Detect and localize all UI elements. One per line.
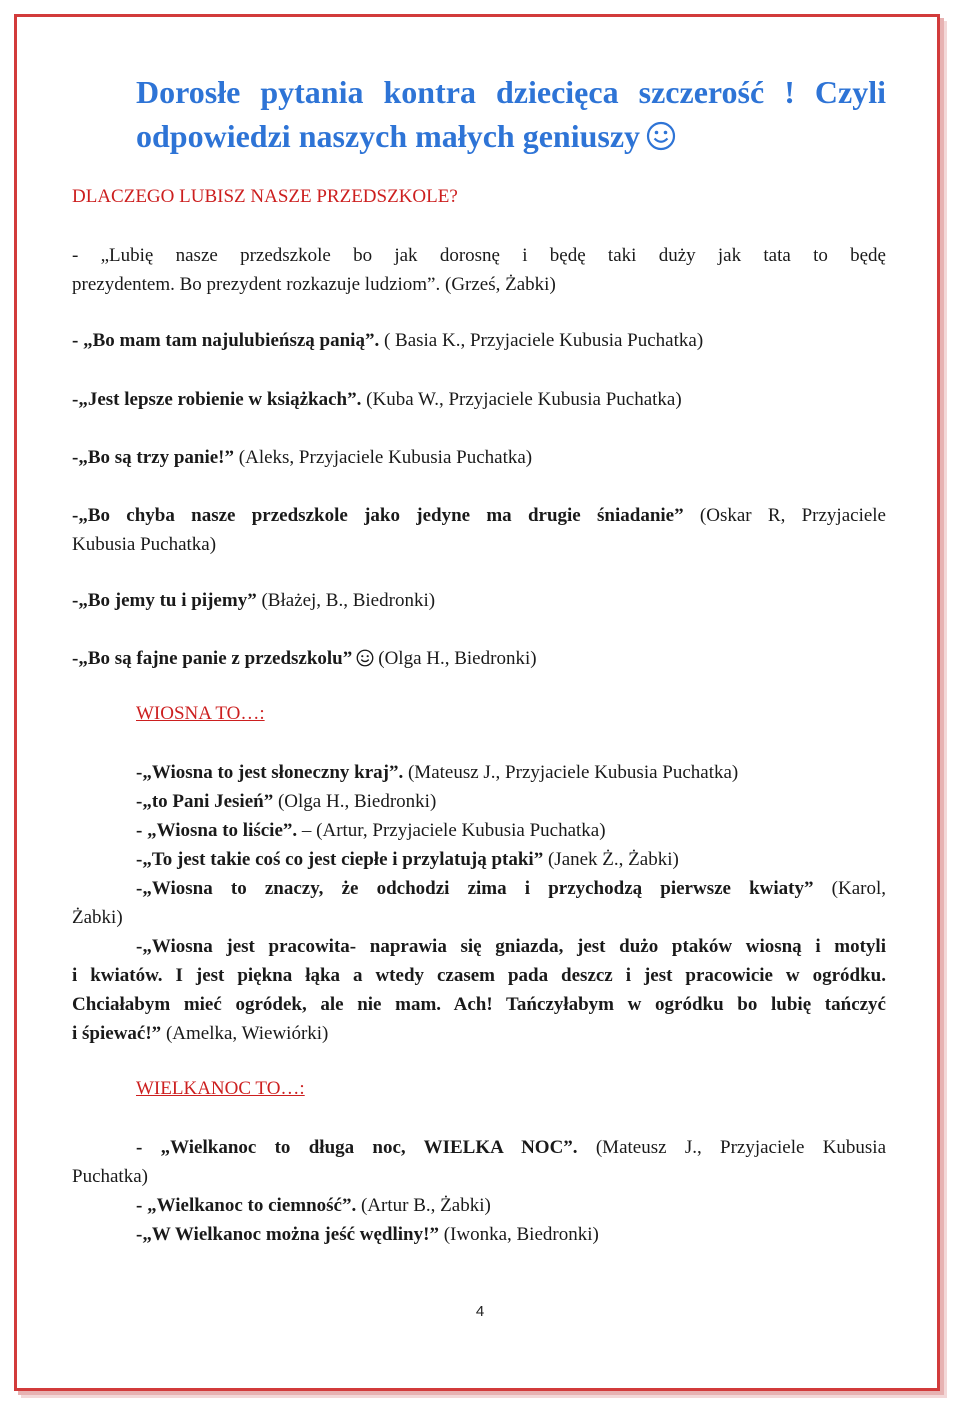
answer-author: ( Basia K., Przyjaciele Kubusia Puchatka) <box>383 330 704 351</box>
answer-author: (Błażej, B., Biedronki) <box>261 590 436 611</box>
answer-item <box>72 587 435 615</box>
answer-item <box>72 386 682 414</box>
title-line-2: odpowiedzi naszych małych geniuszy <box>136 114 886 158</box>
answer-author: (Karol, <box>831 878 887 899</box>
answer-item <box>72 1020 328 1048</box>
title-line-1: Dorosłe pytania kontra dziecięca szczerość ! Czyli <box>136 74 886 110</box>
answer-item <box>136 875 886 903</box>
section-heading-spring: WIOSNA TO…: <box>136 703 265 724</box>
answer-quote: -„Wiosna to znaczy, że odchodzi zima i przychodzą pierwsze kwiaty” <box>136 878 814 899</box>
answer-item <box>72 327 703 355</box>
smiley-icon <box>646 121 676 151</box>
smiley-icon <box>356 649 374 667</box>
answer-item <box>136 1134 886 1162</box>
page-number: 4 <box>475 1303 485 1320</box>
answer-quote: - „Wielkanoc to ciemność”. <box>136 1195 357 1216</box>
answer-quote: -„Bo jemy tu i pijemy” <box>72 590 257 611</box>
answer-item <box>136 1192 491 1220</box>
answer-quote: -„to Pani Jesień” <box>136 791 274 812</box>
answer-author: (Oskar R, Przyjaciele <box>699 505 886 526</box>
answer-author: (Olga H., Biedronki) <box>277 791 437 812</box>
answer-quote: - „Wiosna to liście”. <box>136 820 298 841</box>
answer-item <box>136 759 738 787</box>
answer-author: Puchatka) <box>72 1166 148 1187</box>
answer-item <box>72 502 886 530</box>
answer-item <box>72 645 537 673</box>
answer-author: (Artur, Przyjaciele Kubusia Puchatka) <box>316 820 606 841</box>
answer-author: (Iwonka, Biedronki) <box>443 1224 599 1245</box>
answer-item <box>136 788 436 816</box>
answer-quote: -„Jest lepsze robienie w książkach”. <box>72 389 362 410</box>
answer-author: (Artur B., Żabki) <box>361 1195 491 1216</box>
answer-item <box>136 846 679 874</box>
answer-author: Kubusia Puchatka) <box>72 534 217 555</box>
answer-item <box>136 817 606 845</box>
section-heading-easter: WIELKANOC TO…: <box>136 1078 305 1099</box>
answer-author: (Aleks, Przyjaciele Kubusia Puchatka) <box>238 447 533 468</box>
answer-quote: - „Wielkanoc to długa noc, WIELKA NOC”. <box>136 1137 578 1158</box>
answer-quote: i śpiewać!” <box>72 1023 162 1044</box>
answer-line: i kwiatów. I jest piękna łąka a wtedy czasem pada deszcz i jest pracowicie w ogródku. <box>72 965 886 986</box>
answer-quote: -„Wiosna to jest słoneczny kraj”. <box>136 762 404 783</box>
answer-line: Chciałabym mieć ogródek, ale nie mam. Ach! Tańczyłabym w ogródku bo lubię tańczyć <box>72 994 886 1015</box>
answer-item <box>136 1221 599 1249</box>
answer-dash: – <box>301 820 312 841</box>
answer-line: - „Lubię nasze przedszkole bo jak dorosnę i będę taki duży jak tata to będę <box>72 245 886 266</box>
answer-quote: -„Bo są trzy panie!” <box>72 447 235 468</box>
answer-line: -„Wiosna jest pracowita- naprawia się gniazda, jest dużo ptaków wiosną i motyli <box>136 936 886 957</box>
answer-author: (Kuba W., Przyjaciele Kubusia Puchatka) <box>366 389 682 410</box>
answer-author: (Olga H., Biedronki) <box>378 648 537 669</box>
answer-quote: -„Bo chyba nasze przedszkole jako jedyne ma drugie śniadanie” <box>72 505 684 526</box>
page-title <box>136 70 886 158</box>
answer-quote: -„Bo są fajne panie z przedszkolu” <box>72 648 353 669</box>
answer-quote: -„To jest takie coś co jest ciepłe i przylatują ptaki” <box>136 849 544 870</box>
answer-quote: - „Bo mam tam najulubieńszą panią”. <box>72 330 380 351</box>
answer-author: Żabki) <box>72 907 123 928</box>
answer-line: prezydentem. Bo prezydent rozkazuje ludziom”. (Grześ, Żabki) <box>72 274 556 295</box>
answer-author: (Amelka, Wiewiórki) <box>165 1023 329 1044</box>
answer-item <box>72 444 532 472</box>
answer-author: (Mateusz J., Przyjaciele Kubusia <box>595 1137 887 1158</box>
section-heading-preschool: DLACZEGO LUBISZ NASZE PRZEDSZKOLE? <box>72 186 458 207</box>
answer-quote: -„W Wielkanoc można jeść wędliny!” <box>136 1224 439 1245</box>
answer-author: (Mateusz J., Przyjaciele Kubusia Puchatka) <box>407 762 739 783</box>
answer-author: (Janek Ż., Żabki) <box>547 849 679 870</box>
